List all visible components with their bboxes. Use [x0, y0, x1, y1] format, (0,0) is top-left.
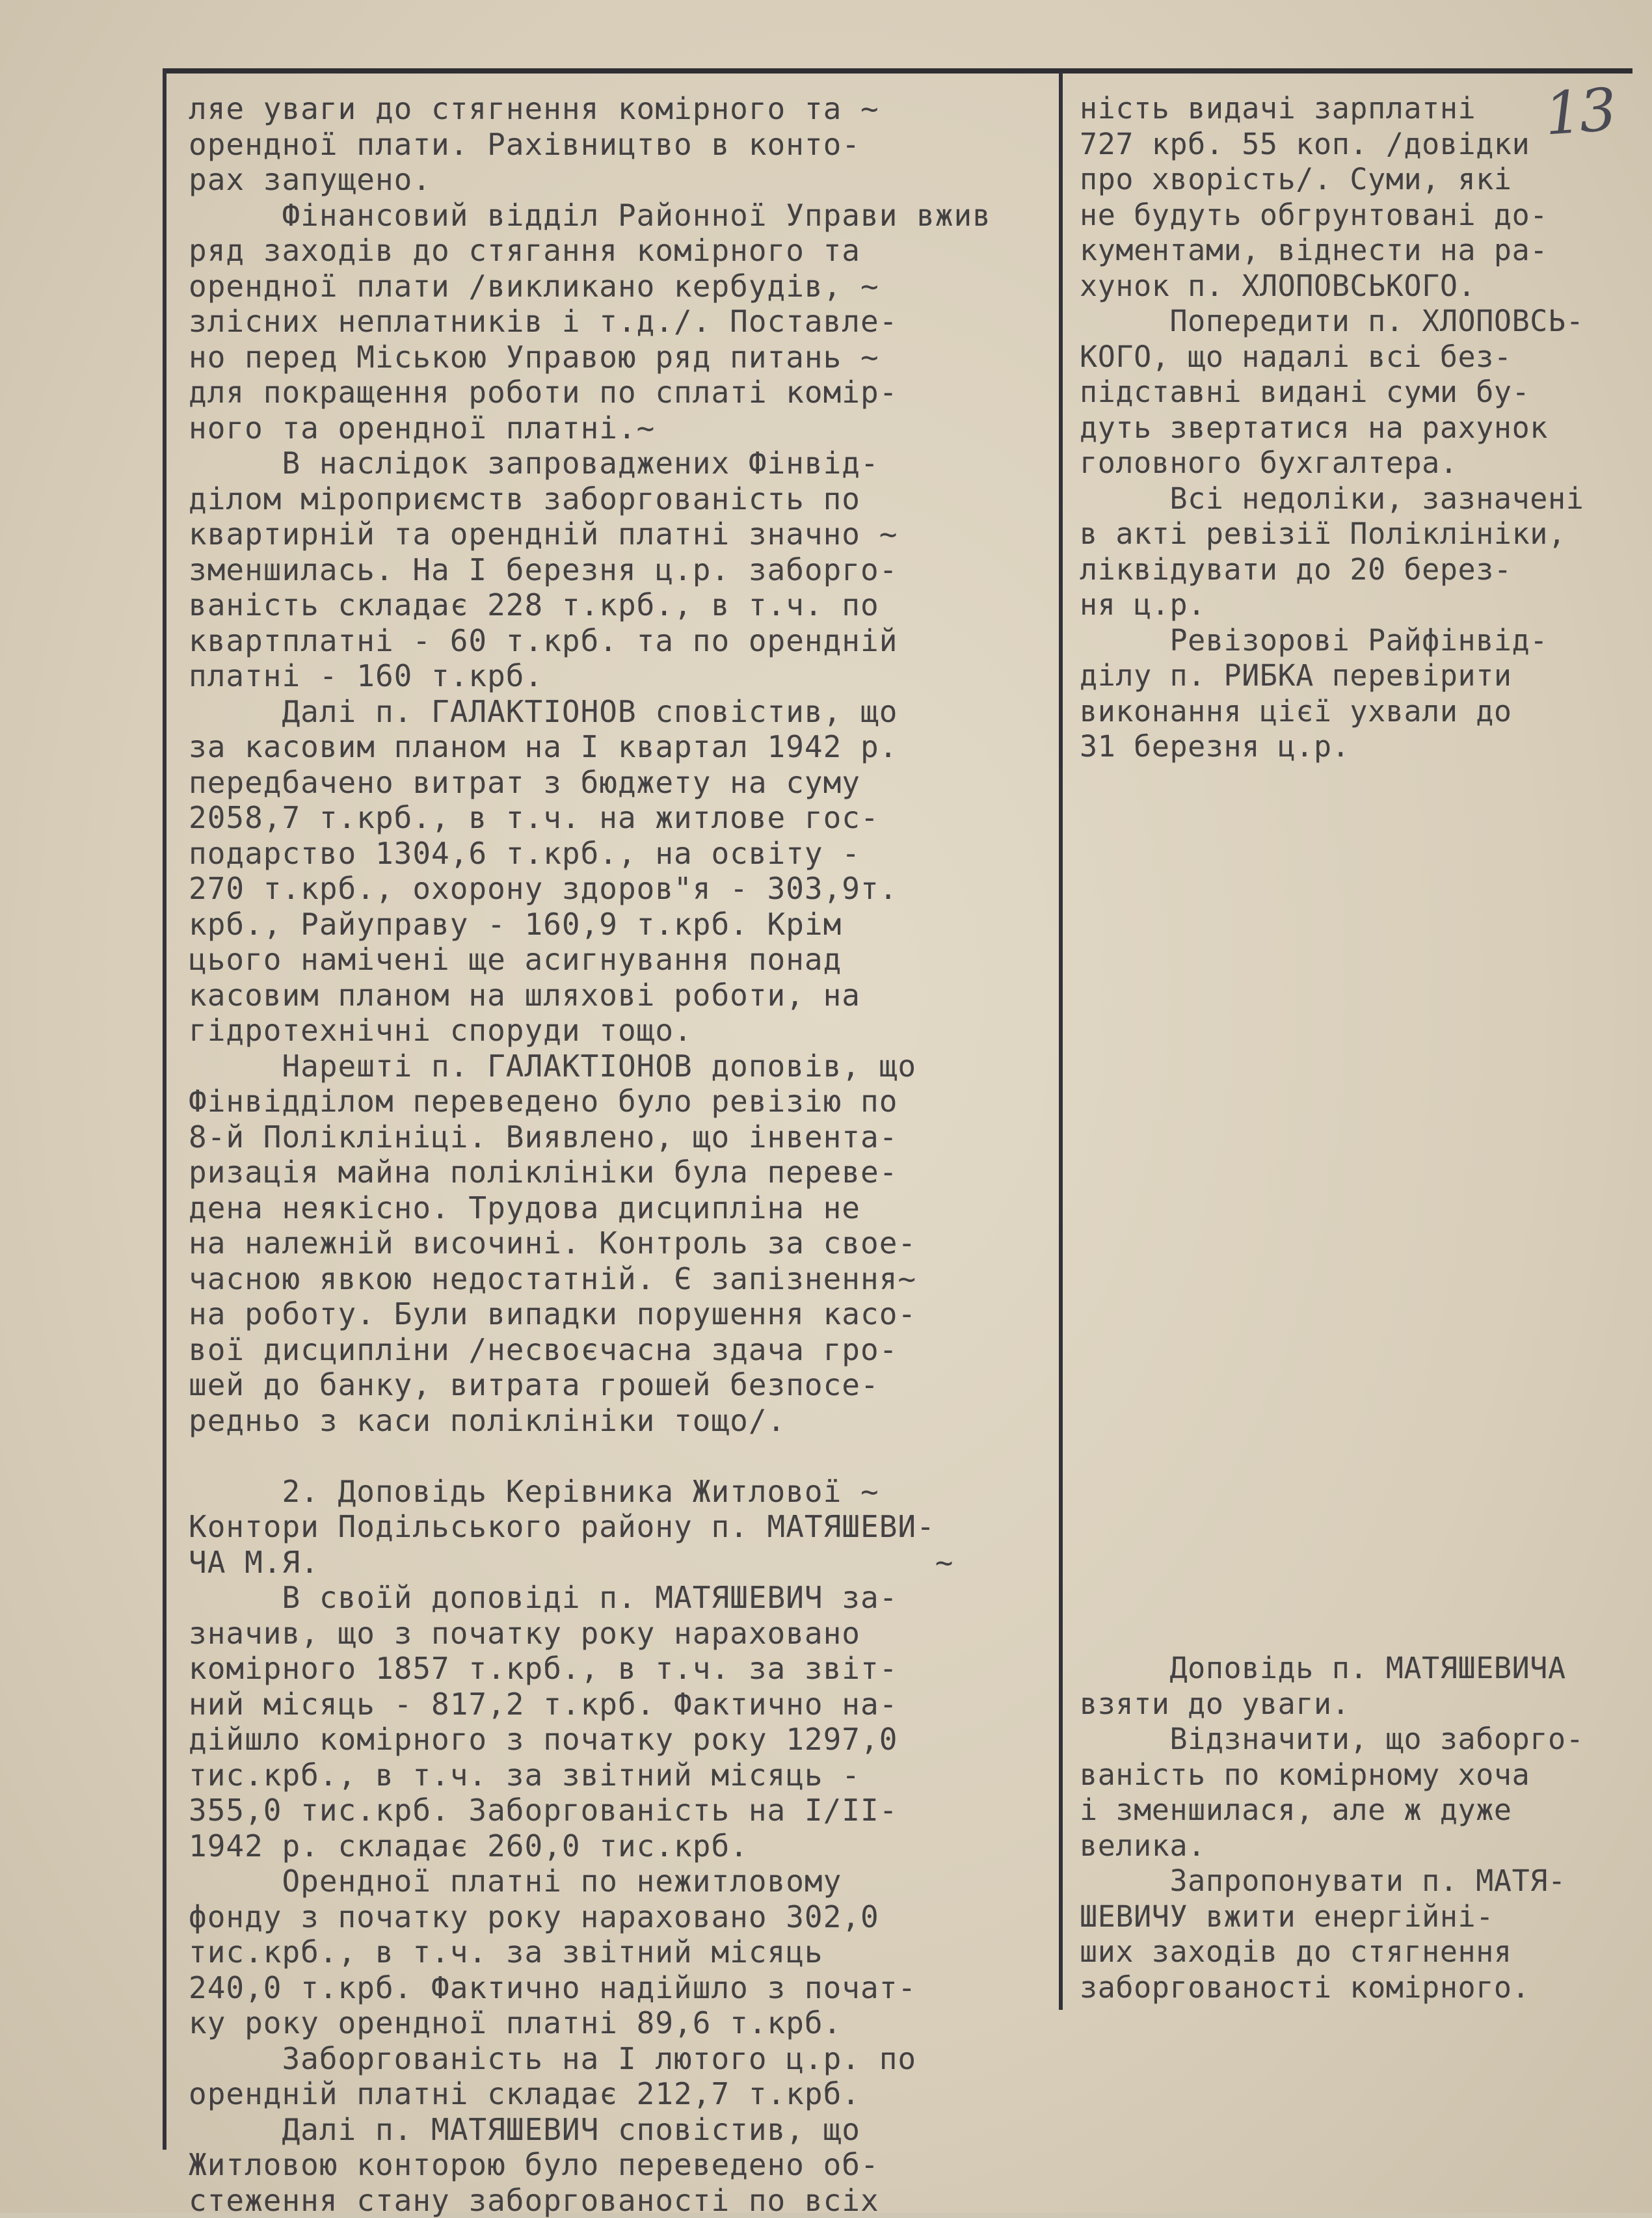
right-column-text-line [1080, 1545, 1584, 1581]
left-column-text-line: ділом міроприємств заборгованість по [189, 481, 991, 517]
right-column-text-line [1080, 1119, 1584, 1155]
right-text-column [1080, 91, 1584, 2005]
right-column-text-line: ділу п. РИБКА перевірити [1080, 658, 1584, 694]
left-column-text-line: цього намічені ще асигнування понад [189, 942, 991, 978]
top-border-line [163, 68, 1632, 73]
right-column-text-line: Запропонувати п. МАТЯ- [1080, 1864, 1584, 1899]
left-column-text-line: но перед Міською Управою ряд питань ~ [189, 340, 991, 375]
left-column-text-line: ку року орендної платні 89,6 т.крб. [189, 2005, 991, 2041]
left-column-text-line: 240,0 т.крб. Фактично надійшло з почат- [189, 1970, 991, 2006]
left-column-text-line: В наслідок запроваджених Фінвід- [189, 446, 991, 481]
left-column-text-line: гідротехнічні споруди тощо. [189, 1013, 991, 1049]
right-column-text-line: велика. [1080, 1828, 1584, 1864]
left-column-text-line: фонду з початку року нараховано 302,0 [189, 1899, 991, 1935]
left-column-text-line: квартирній та орендній платні значно ~ [189, 516, 991, 552]
handwritten-page-number: 13 [1542, 75, 1616, 148]
right-column-text-line [1080, 765, 1584, 801]
left-column-text-line: редньо з каси поліклініки тощо/. [189, 1403, 991, 1439]
left-column-text-line: орендної плати /викликано кербудів, ~ [189, 269, 991, 304]
right-column-text-line: ня ц.р. [1080, 587, 1584, 623]
right-column-text-line: ШЕВИЧУ вжити енергійні- [1080, 1899, 1584, 1935]
left-column-text-line [189, 1438, 991, 1474]
left-column-text-line: ЧА М.Я. ~ [189, 1545, 991, 1581]
left-column-text-line: ваність складає 228 т.крб., в т.ч. по [189, 587, 991, 623]
right-column-text-line: кументами, віднести на ра- [1080, 233, 1584, 269]
left-column-text-line: 8-й Поліклініці. Виявлено, що інвента- [189, 1119, 991, 1155]
left-column-text-line: подарство 1304,6 т.крб., на освіту - [189, 836, 991, 872]
right-column-text-line: Ревізорові Райфінвід- [1080, 623, 1584, 659]
left-column-text-line: 1942 р. складає 260,0 тис.крб. [189, 1828, 991, 1864]
left-column-text-line: Далі п. ГАЛАКТІОНОВ сповістив, що [189, 694, 991, 730]
right-column-text-line [1080, 1580, 1584, 1616]
left-column-text-line: 270 т.крб., охорону здоров"я - 303,9т. [189, 871, 991, 907]
left-column-text-line: тис.крб., в т.ч. за звітний місяць - [189, 1757, 991, 1793]
right-column-text-line: 727 крб. 55 коп. /довідки [1080, 127, 1584, 163]
left-column-text-line: значив, що з початку року нараховано [189, 1616, 991, 1651]
right-column-text-line: дуть звертатися на рахунок [1080, 410, 1584, 446]
right-column-text-line: взяти до уваги. [1080, 1687, 1584, 1722]
left-column-text-line: Далі п. МАТЯШЕВИЧ сповістив, що [189, 2112, 991, 2148]
left-column-text-line: Заборгованість на I лютого ц.р. по [189, 2041, 991, 2077]
left-column-text-line: ряд заходів до стягання комірного та [189, 233, 991, 269]
right-column-text-line: в акті ревізії Поліклініки, [1080, 516, 1584, 552]
left-column-text-line: квартплатні - 60 т.крб. та по орендній [189, 623, 991, 659]
right-column-text-line: Всі недоліки, зазначені [1080, 481, 1584, 517]
left-border-line [163, 68, 167, 2150]
left-column-text-line: ризація майна поліклініки була переве- [189, 1155, 991, 1190]
right-column-text-line [1080, 1367, 1584, 1403]
left-column-text-line: крб., Райуправу - 160,9 т.крб. Крім [189, 907, 991, 942]
left-column-text-line: стеження стану заборгованості по всіх [189, 2183, 991, 2218]
left-column-text-line: ного та орендної платні.~ [189, 410, 991, 446]
left-column-text-line: 2. Доповідь Керівника Житлової ~ [189, 1474, 991, 1510]
right-column-text-line [1080, 1616, 1584, 1651]
right-column-text-line: ність видачі зарплатні [1080, 91, 1584, 127]
right-column-text-line [1080, 800, 1584, 836]
left-column-text-line: Нарешті п. ГАЛАКТІОНОВ доповів, що [189, 1049, 991, 1084]
left-column-text-line: зменшилась. На I березня ц.р. заборго- [189, 552, 991, 588]
right-column-text-line [1080, 1403, 1584, 1439]
right-column-text-line [1080, 907, 1584, 942]
left-column-text-line: В своїй доповіді п. МАТЯШЕВИЧ за- [189, 1580, 991, 1616]
right-column-text-line [1080, 1013, 1584, 1049]
left-column-text-line: передбачено витрат з бюджету на суму [189, 765, 991, 801]
right-column-text-line [1080, 942, 1584, 978]
left-column-text-line: 2058,7 т.крб., в т.ч. на житлове гос- [189, 800, 991, 836]
right-column-text-line [1080, 1261, 1584, 1297]
left-column-text-line: вої дисципліни /несвоєчасна здача гро- [189, 1332, 991, 1368]
left-column-text-line: рах запущено. [189, 162, 991, 198]
left-column-text-line: за касовим планом на I квартал 1942 р. [189, 729, 991, 765]
left-column-text-line: ляе уваги до стягнення комірного та ~ [189, 91, 991, 127]
left-column-text-line: Контори Подільського району п. МАТЯШЕВИ- [189, 1509, 991, 1545]
right-column-text-line [1080, 1296, 1584, 1332]
left-column-text-line: Житловою конторою було переведено об- [189, 2147, 991, 2183]
right-column-text-line: КОГО, що надалі всі без- [1080, 340, 1584, 375]
right-column-text-line [1080, 1474, 1584, 1510]
left-column-text-line: Фінансовий відділ Районної Управи вжив [189, 198, 991, 234]
right-column-text-line: головного бухгалтера. [1080, 446, 1584, 481]
right-column-text-line [1080, 871, 1584, 907]
right-column-text-line: Відзначити, що заборго- [1080, 1722, 1584, 1757]
left-column-text-line: касовим планом на шляхові роботи, на [189, 978, 991, 1013]
right-column-text-line: і зменшилася, але ж дуже [1080, 1793, 1584, 1828]
right-column-text-line [1080, 1049, 1584, 1084]
right-column-text-line [1080, 1225, 1584, 1261]
left-column-text-line: дена неякісно. Трудова дисципліна не [189, 1190, 991, 1226]
left-column-text-line: часною явкою недостатній. Є запізнення~ [189, 1261, 991, 1297]
left-column-text-line: Фінвідділом переведено було ревізію по [189, 1084, 991, 1119]
right-column-text-line: заборгованості комірного. [1080, 1970, 1584, 2006]
right-column-text-line: Доповідь п. МАТЯШЕВИЧА [1080, 1651, 1584, 1687]
right-column-text-line: не будуть обгрунтовані до- [1080, 198, 1584, 234]
left-column-text-line: злісних неплатників і т.д./. Поставле- [189, 304, 991, 340]
right-column-text-line [1080, 1438, 1584, 1474]
left-column-text-line: орендної плати. Рахівництво в конто- [189, 127, 991, 163]
left-text-column [189, 91, 991, 2218]
left-column-text-line: дійшло комірного з початку року 1297,0 [189, 1722, 991, 1757]
right-column-text-line [1080, 1084, 1584, 1119]
left-column-text-line: тис.крб., в т.ч. за звітний місяць [189, 1934, 991, 1970]
right-column-text-line: ліквідувати до 20 берез- [1080, 552, 1584, 588]
right-column-text-line [1080, 978, 1584, 1013]
right-column-text-line: хунок п. ХЛОПОВСЬКОГО. [1080, 269, 1584, 304]
right-column-text-line: Попередити п. ХЛОПОВСЬ- [1080, 304, 1584, 340]
left-column-text-line: комірного 1857 т.крб., в т.ч. за звіт- [189, 1651, 991, 1687]
right-column-text-line [1080, 1155, 1584, 1190]
right-column-text-line: підставні видані суми бу- [1080, 375, 1584, 410]
right-column-text-line [1080, 1190, 1584, 1226]
left-column-text-line: на належній височині. Контроль за свое- [189, 1225, 991, 1261]
left-column-text-line: ний місяць - 817,2 т.крб. Фактично на- [189, 1687, 991, 1722]
right-column-text-line [1080, 1332, 1584, 1368]
right-column-text-line: ших заходів до стягнення [1080, 1934, 1584, 1970]
right-column-text-line [1080, 1509, 1584, 1545]
left-column-text-line: шей до банку, витрата грошей безпосе- [189, 1367, 991, 1403]
left-column-text-line: орендній платні складає 212,7 т.крб. [189, 2076, 991, 2112]
left-column-text-line: на роботу. Були випадки порушення касо- [189, 1296, 991, 1332]
left-column-text-line: 355,0 тис.крб. Заборгованість на I/II- [189, 1793, 991, 1828]
right-column-text-line: 31 березня ц.р. [1080, 729, 1584, 765]
right-column-text-line: ваність по комірному хоча [1080, 1757, 1584, 1793]
column-divider-line [1059, 72, 1063, 2010]
right-column-text-line: про хворість/. Суми, які [1080, 162, 1584, 198]
left-column-text-line: для покращення роботи по сплаті комір- [189, 375, 991, 410]
right-column-text-line [1080, 836, 1584, 872]
right-column-text-line: виконання цієї ухвали до [1080, 694, 1584, 730]
left-column-text-line: Орендної платні по нежитловому [189, 1864, 991, 1899]
left-column-text-line: платні - 160 т.крб. [189, 658, 991, 694]
